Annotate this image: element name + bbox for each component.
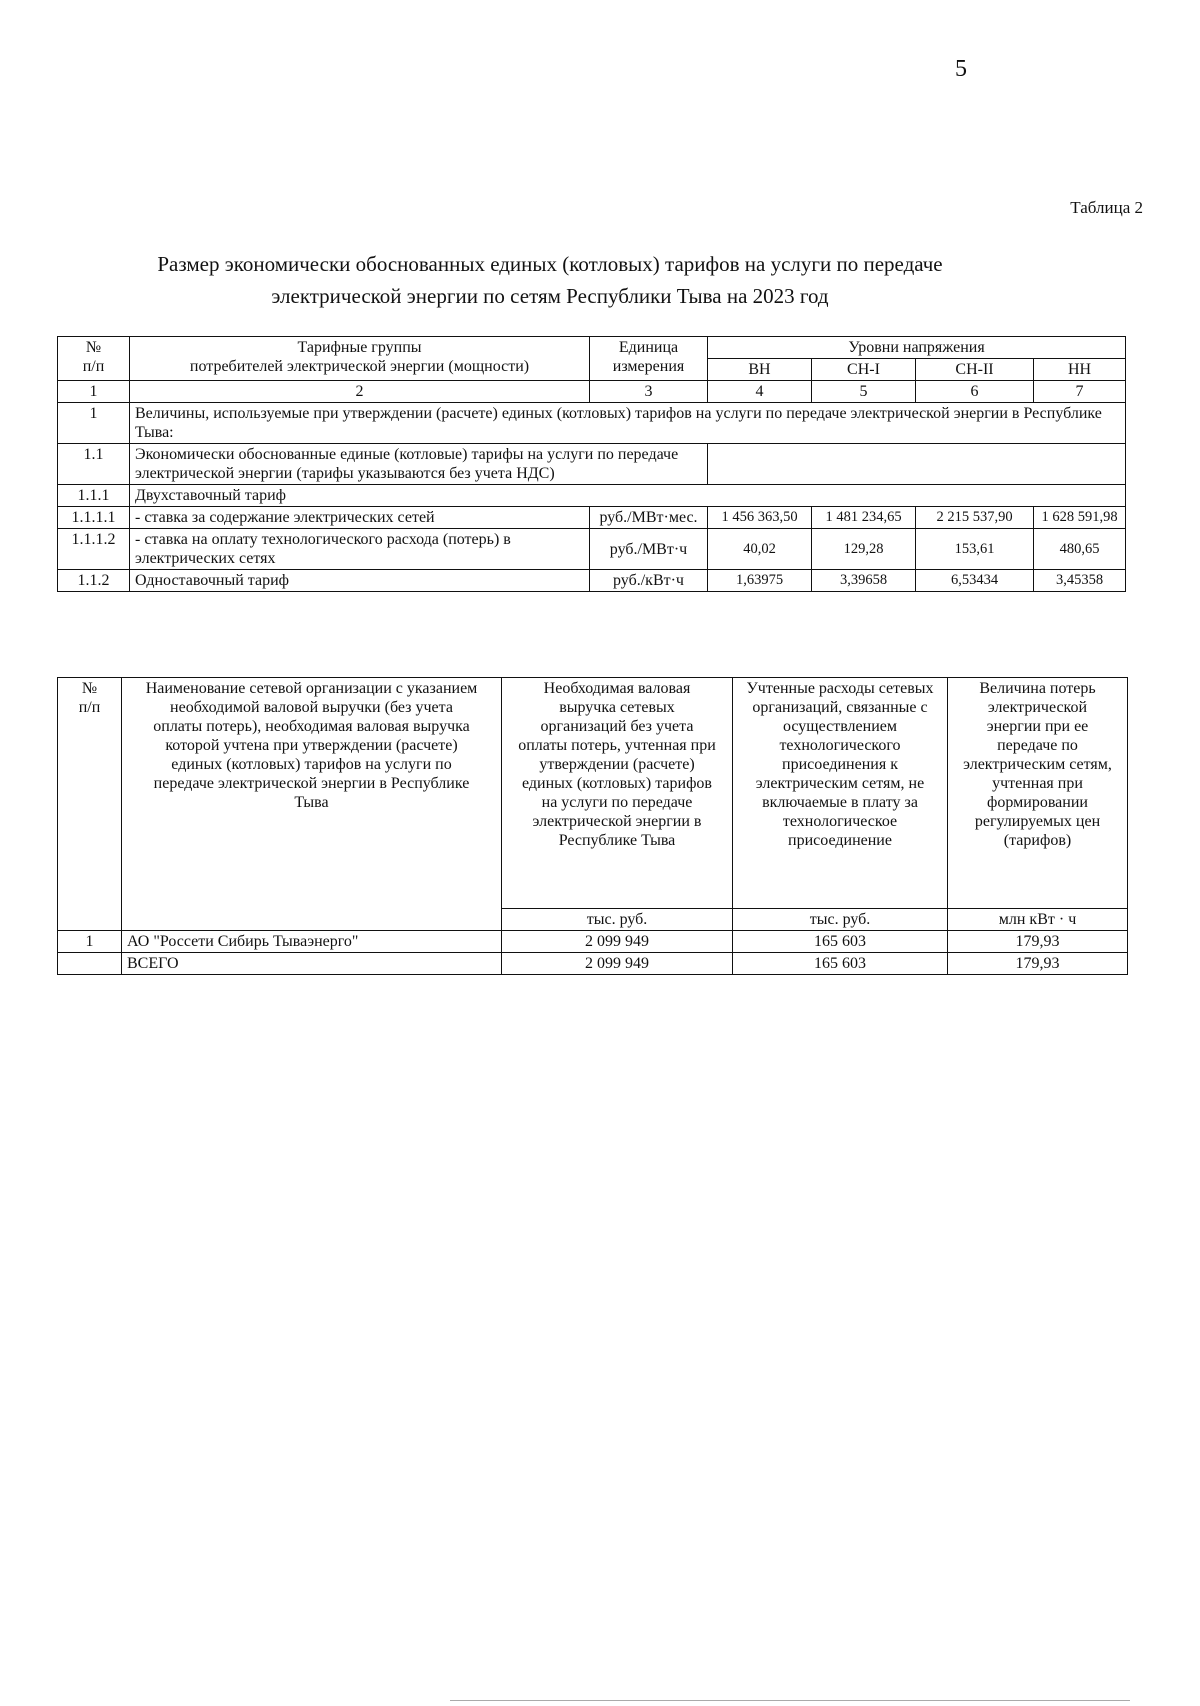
row-empty (708, 444, 1126, 485)
title-line-2: электрической энергии по сетям Республики Тыва на 2023 год (271, 284, 829, 308)
org-header-num-abbr: п/п (78, 699, 101, 716)
org-row-losses: 179,93 (948, 953, 1128, 975)
row-unit: руб./МВт·ч (590, 529, 708, 570)
org-row-num (58, 953, 122, 975)
table-row (58, 485, 1126, 507)
row-num: 1.1.1 (58, 485, 130, 507)
row-name: Экономически обоснованные единые (котловые) тарифы на услуги по передаче электрической энергии (тарифы указываются без учета НДС) (130, 444, 708, 485)
tariff-table (57, 336, 1126, 592)
value-vn: 40,02 (708, 529, 812, 570)
header-tariff-groups (130, 337, 590, 381)
column-number: 2 (130, 381, 590, 403)
header-voltage-levels: Уровни напряжения (708, 337, 1126, 359)
table-row (58, 529, 1126, 570)
value-sn1: 1 481 234,65 (812, 507, 916, 529)
header-num-abbr: п/п (82, 358, 105, 375)
org-row-num: 1 (58, 931, 122, 953)
org-header-losses: Величина потерь электрической энергии при ее передаче по электрическим сетям, учтенная при формировании регулируемых цен (тарифов) (948, 678, 1128, 909)
org-header-name: Наименование сетевой организации с указанием необходимой валовой выручки (без учета оплаты потерь), необходимая валовая выручка которой учтена при утверждении (расчете) единых (котловых) тарифов на услуги по передаче электрической энергии в Республике Тыва (122, 678, 502, 931)
column-number: 7 (1034, 381, 1126, 403)
header-level-nn: НН (1034, 359, 1126, 381)
value-sn2: 153,61 (916, 529, 1034, 570)
table-row (58, 403, 1126, 444)
column-number: 4 (708, 381, 812, 403)
org-header-num (58, 678, 122, 931)
header-unit-line-2: измерения (612, 358, 685, 375)
value-sn1: 129,28 (812, 529, 916, 570)
table-row (58, 570, 1126, 592)
document-title (100, 248, 1000, 312)
row-num: 1.1.1.2 (58, 529, 130, 570)
table-row (58, 507, 1126, 529)
table-label: Таблица 2 (1070, 198, 1143, 217)
header-unit (590, 337, 708, 381)
row-unit: руб./кВт·ч (590, 570, 708, 592)
value-nn: 480,65 (1034, 529, 1126, 570)
table-row (58, 444, 1126, 485)
org-row-name: ВСЕГО (122, 953, 502, 975)
header-num-symbol: № (85, 339, 102, 356)
row-name: Одноставочный тариф (130, 570, 590, 592)
unit-revenue: тыс. руб. (502, 909, 733, 931)
row-num: 1 (58, 403, 130, 444)
org-header-row (58, 678, 1128, 909)
org-header-revenue: Необходимая валовая выручка сетевых организаций без учета оплаты потерь, учтенная при утверждении (расчете) единых (котловых) тарифов на услуги по передаче электрической энергии в Республике Тыва (502, 678, 733, 909)
row-unit: руб./МВт·мес. (590, 507, 708, 529)
header-level-vn: ВН (708, 359, 812, 381)
org-row-expenses: 165 603 (733, 953, 948, 975)
row-num: 1.1.1.1 (58, 507, 130, 529)
value-nn: 3,45358 (1034, 570, 1126, 592)
org-row-revenue: 2 099 949 (502, 931, 733, 953)
page-bottom-rule (450, 1700, 1130, 1701)
value-vn: 1 456 363,50 (708, 507, 812, 529)
table-row (58, 931, 1128, 953)
org-row-losses: 179,93 (948, 931, 1128, 953)
org-row-expenses: 165 603 (733, 931, 948, 953)
value-sn1: 3,39658 (812, 570, 916, 592)
page-number: 5 (955, 56, 967, 82)
value-sn2: 2 215 537,90 (916, 507, 1034, 529)
unit-expenses: тыс. руб. (733, 909, 948, 931)
header-unit-line-1: Единица (618, 339, 679, 356)
org-row-name: АО "Россети Сибирь Тываэнерго" (122, 931, 502, 953)
header-num (58, 337, 130, 381)
value-sn2: 6,53434 (916, 570, 1034, 592)
network-organization-table (57, 677, 1128, 975)
row-name: Двухставочный тариф (130, 485, 1126, 507)
column-number: 3 (590, 381, 708, 403)
header-level-sn1: СН-I (812, 359, 916, 381)
row-name: - ставка за содержание электрических сетей (130, 507, 590, 529)
header-groups-line-1: Тарифные группы (297, 339, 422, 356)
org-row-revenue: 2 099 949 (502, 953, 733, 975)
org-header-num-symbol: № (81, 680, 98, 697)
value-vn: 1,63975 (708, 570, 812, 592)
column-number: 6 (916, 381, 1034, 403)
table-row (58, 953, 1128, 975)
row-name: - ставка на оплату технологического расхода (потерь) в электрических сетях (130, 529, 590, 570)
column-numbers-row (58, 381, 1126, 403)
header-groups-line-2: потребителей электрической энергии (мощности) (189, 358, 530, 375)
row-name: Величины, используемые при утверждении (расчете) единых (котловых) тарифов на услуги по передаче электрической энергии в Республике Тыва: (130, 403, 1126, 444)
row-num: 1.1 (58, 444, 130, 485)
header-level-sn2: СН-II (916, 359, 1034, 381)
column-number: 1 (58, 381, 130, 403)
value-nn: 1 628 591,98 (1034, 507, 1126, 529)
row-num: 1.1.2 (58, 570, 130, 592)
tariff-header-row-1 (58, 337, 1126, 359)
title-line-1: Размер экономически обоснованных единых (котловых) тарифов на услуги по передаче (157, 252, 943, 276)
unit-losses: млн кВт · ч (948, 909, 1128, 931)
org-header-expenses: Учтенные расходы сетевых организаций, связанные с осуществлением технологического присоединения к электрическим сетям, не включаемые в плату за технологическое присоединение (733, 678, 948, 909)
column-number: 5 (812, 381, 916, 403)
